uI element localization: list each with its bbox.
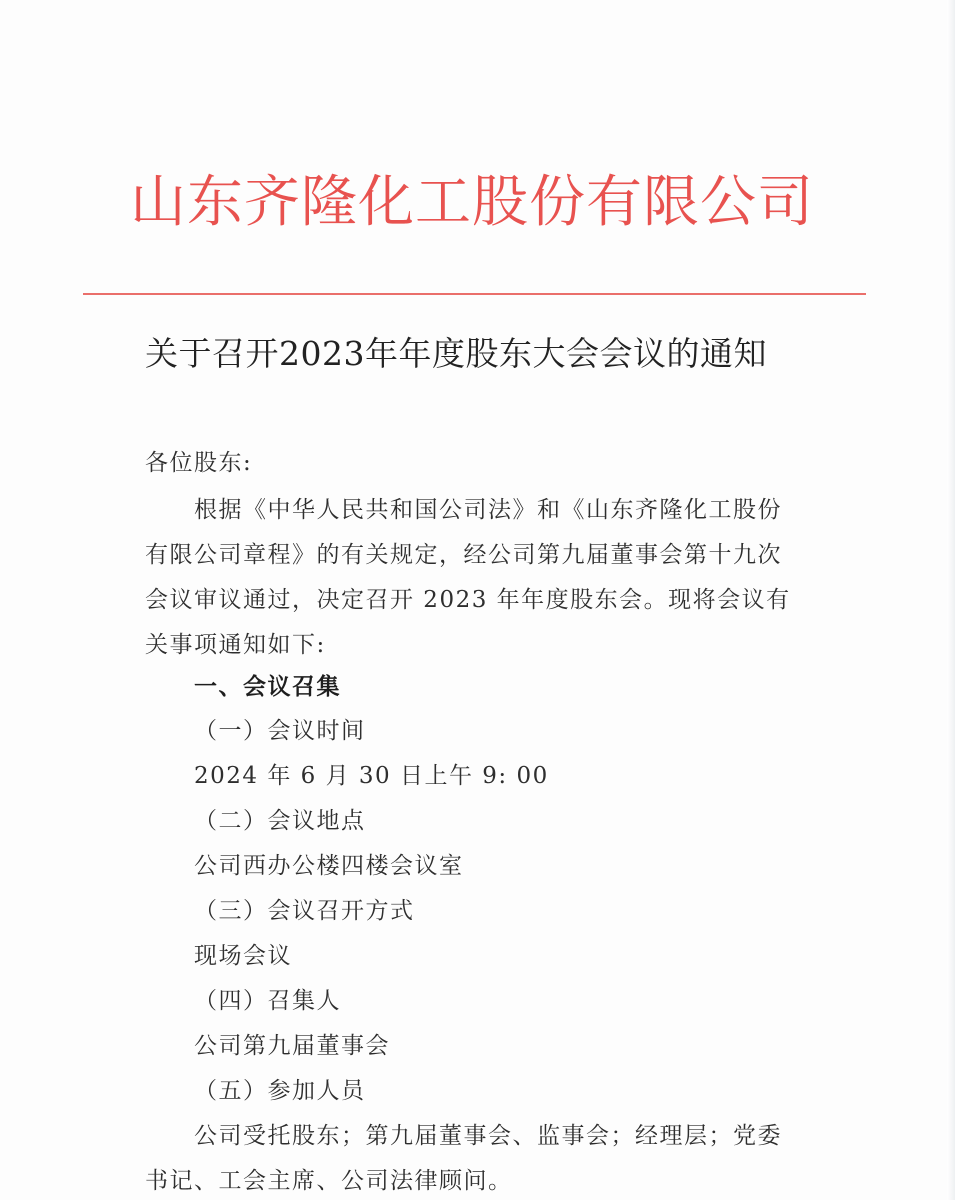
item-value-attendees-continued: 书记、工会主席、公司法律顾问。 <box>145 1168 513 1194</box>
item-value-format: 现场会议 <box>194 943 292 969</box>
intro-line: 会议审议通过，决定召开 2023 年年度股东会。现将会议有 <box>145 587 791 613</box>
item-value-time: 2024 年 6 月 30 日上午 9: 00 <box>194 763 549 789</box>
section-heading: 一、会议召集 <box>194 674 341 700</box>
item-value-location: 公司西办公楼四楼会议室 <box>194 853 464 879</box>
item-label-location: （二）会议地点 <box>194 808 366 834</box>
item-label-convener: （四）召集人 <box>194 988 341 1014</box>
salutation: 各位股东: <box>145 450 253 476</box>
intro-line: 根据《中华人民共和国公司法》和《山东齐隆化工股份 <box>194 497 782 523</box>
item-value-attendees: 公司受托股东；第九届董事会、监事会；经理层；党委 <box>194 1123 782 1149</box>
item-label-time: （一）会议时间 <box>194 718 366 744</box>
item-label-format: （三）会议召开方式 <box>194 898 415 924</box>
intro-paragraph <box>145 488 810 668</box>
notice-title: 关于召开2023年年度股东大会会议的通知 <box>145 334 767 373</box>
letterhead-company-name: 山东齐隆化工股份有限公司 <box>130 170 814 235</box>
intro-line: 关事项通知如下: <box>145 632 326 658</box>
item-value-convener: 公司第九届董事会 <box>194 1033 390 1059</box>
item-label-attendees: （五）参加人员 <box>194 1078 366 1104</box>
page-edge-shadow <box>947 0 955 1200</box>
intro-line: 有限公司章程》的有关规定，经公司第九届董事会第十九次 <box>145 542 782 568</box>
letterhead-divider <box>83 293 866 295</box>
